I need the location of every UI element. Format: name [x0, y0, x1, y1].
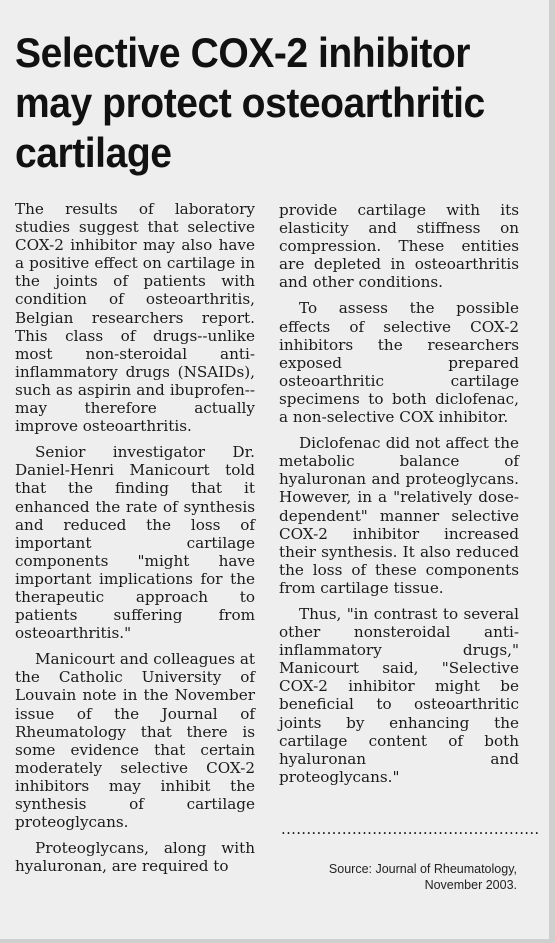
article-paragraph: Proteoglycans, along with hyaluronan, are required to	[15, 839, 255, 876]
article-paragraph: Diclofenac did not affect the metabolic balance of hyaluronan and proteoglycans. However, in a "relatively dose-dependent" manner selective COX-2 inhibitor increased their synthesis. It also reduced the loss of these components from cartilage tissue.	[279, 434, 519, 597]
article-paragraph: provide cartilage with its elasticity and stiffness on compression. These entities are depleted in osteoarthritis and other conditions.	[279, 201, 519, 292]
source-line: November 2003.	[424, 877, 517, 892]
source-line: Source: Journal of Rheumatology,	[328, 862, 517, 876]
right-column	[279, 201, 519, 794]
article-paragraph: Senior investigator Dr. Daniel-Henri Manicourt told that the finding that it enhanced the rate of synthesis and reduced the loss of important cartilage components "might have important implications for the therapeutic approach to patients suffering from osteoarthritis."	[15, 443, 255, 643]
article-paragraph: Manicourt and colleagues at the Catholic University of Louvain note in the November issue of the Journal of Rheumatology that there is some evidence that certain moderately selective COX-2 inhibitors may inhibit the synthesis of cartilage proteoglycans.	[15, 650, 255, 832]
headline: Selective COX-2 inhibitor may protect osteoarthritic cartilage	[15, 29, 485, 176]
source-credit	[281, 862, 517, 893]
article-paragraph: The results of laboratory studies suggest that selective COX-2 inhibitor may also have a positive effect on cartilage in the joints of patients with condition of osteoarthritis, Belgian researchers report. This class of drugs--unlike most non-steroidal anti-inflammatory drugs (NSAIDs), such as aspirin and ibuprofen--may therefore actually improve osteoarthritis.	[15, 200, 255, 436]
article-paragraph: To assess the possible effects of selective COX-2 inhibitors the researchers exposed prepared osteoarthritic cartilage specimens to both diclofenac, a non-selective COX inhibitor.	[279, 299, 519, 427]
dotted-separator: ...................................................	[281, 820, 540, 838]
article-paragraph: Thus, "in contrast to several other nonsteroidal anti-inflammatory drugs," Manicourt said, "Selective COX-2 inhibitor might be beneficial to osteoarthritic joints by enhancing the cartilage content of both hyaluronan and proteoglycans."	[279, 604, 519, 786]
left-column	[15, 200, 255, 883]
